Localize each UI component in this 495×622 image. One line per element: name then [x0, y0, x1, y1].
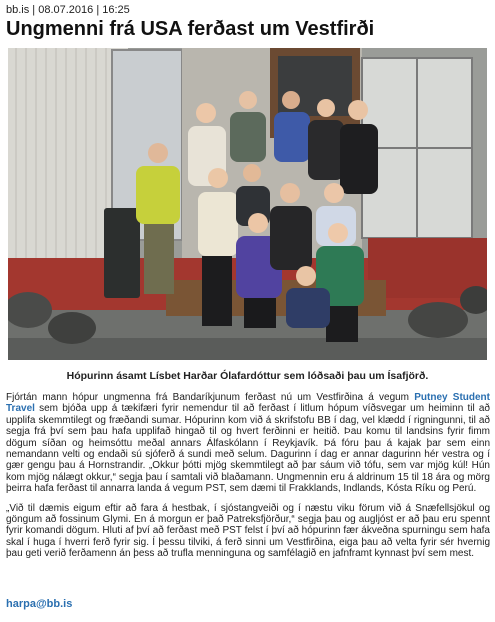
article-paragraph-2: „Við til dæmis eigum eftir að fara á hestbak, í sjóstangveiði og í næstu viku förum við á Snæfellsjökul og göngum að fossinum Glymi. En á morgun er það Patreksfjörður,“ segja þau og augljóst er að þau eru spennt fyrir komandi dögum. Hluti af því að ferðast með PST felst í því að hópurinn fær ákveðna spurningu sem hafa skal í huga í hverri ferð fyrir sig. Í þessu tilviki, á ferð sinni um Vestfirðina, eiga þau að velta fyrir sér hvernig þau geti verið ferðamenn án þess að trufla menninguna og samfélagið en jafnframt kynnast því sem mest. [6, 502, 490, 560]
article-paragraph-1: Fjórtán mann hópur ungmenna frá Bandaríkjunum ferðast nú um Vestfirðina á vegum Putney Student Travel sem bjóða upp á tækifæri fyrir nemendur til að ferðast í litlum hópum víðsvegar um heiminn til að upplifa skemmtilegt og fræðandi sumar. Hópurinn kom við á skrifstofu BB í dag, vel klædd í rigningunni, til að segja frá því sem þau hafa upplifað hingað til og hvert ferðinni er heitið. Þau komu til landsins fyrir fimm dögum síðan og heimsóttu meðal annars Álfaskólann í Reykjavík. Þá fóru þau á kajak þar sem einn nemandann velti og endaði sú sjóferð á sundi með selum. Dagurinn í dag er annar dagurinn hér vestra og í gær gengu þau á Hornstrandir. „Okkur þótti mjög skemmtilegt að þar sáum við tófu, sem var mjög kúl! Hún kom mjög nálægt okkur,“ segja þau í samtali við blaðamann. Ungmennin eru á aldrinum 15 til 18 ára og mörg þeirra hafa ferðast til annarra landa á vegum PST, sem dæmi til Frakklands, Indlands, Kósta Ríku og Perú. [6, 392, 490, 495]
author-email-link[interactable]: harpa@bb.is [6, 598, 73, 610]
article-meta: bb.is | 08.07.2016 | 16:25 [6, 4, 130, 16]
photo-caption: Hópurinn ásamt Lísbet Harðar Ólafardóttur sem lóðsaði þau um Ísafjörð. [66, 370, 429, 382]
article-body [6, 392, 490, 568]
article-title: Ungmenni frá USA ferðast um Vestfirði [6, 18, 375, 40]
article-photo [8, 48, 487, 360]
group-photo-illustration [8, 48, 487, 360]
putney-student-travel-link[interactable]: Putney Student Travel [6, 392, 490, 415]
